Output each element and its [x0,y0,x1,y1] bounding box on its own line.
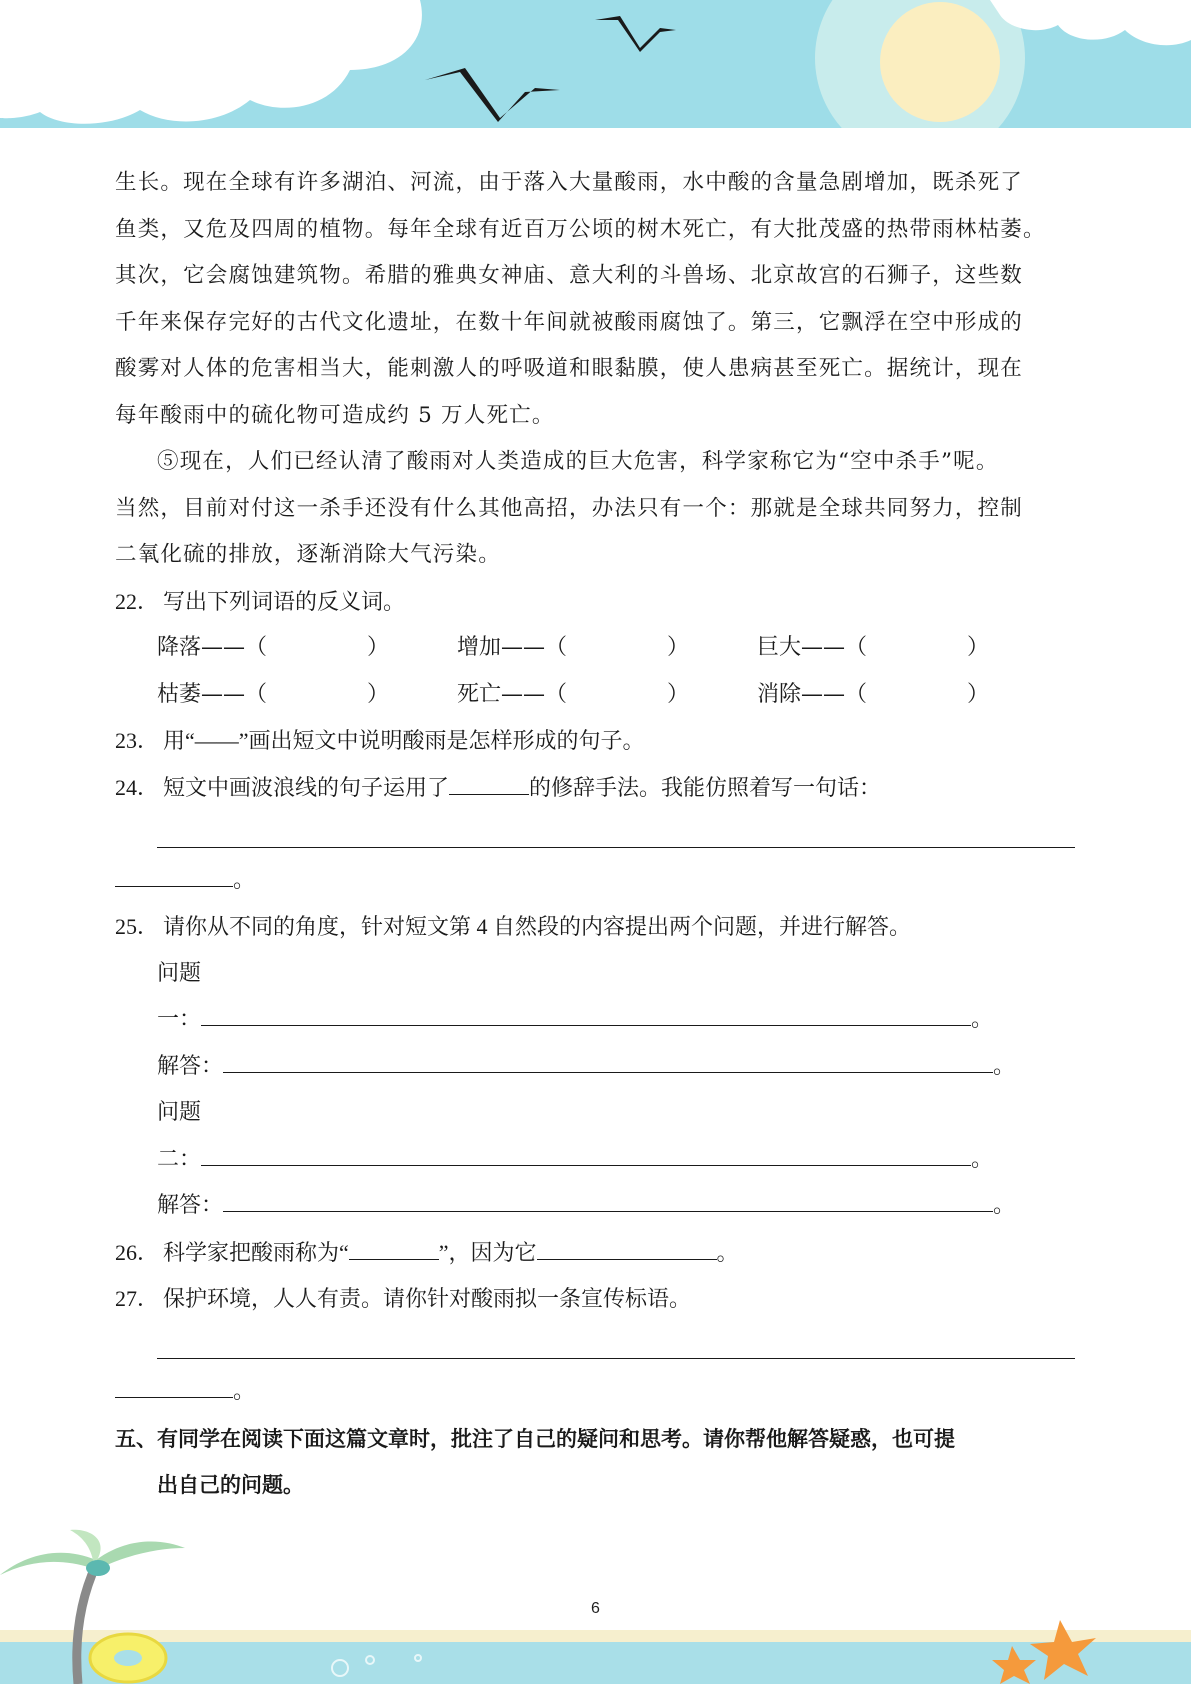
page-number: 6 [591,1600,600,1617]
answer-1-line: 解答： 。 [115,1044,1075,1091]
q24-answer-line-end[interactable]: 。 [115,858,1075,905]
antonym-answer-slot[interactable] [267,628,367,654]
reason-blank[interactable] [537,1233,717,1260]
question-22: 22． 写出下列词语的反义词。 [115,588,406,614]
section-5-heading: 五、有同学在阅读下面这篇文章时，批注了自己的疑问和思考。请你帮他解答疑惑，也可提 出自己的问题。 [115,1426,955,1497]
problem-label-1: 问题 [157,960,202,986]
answer-2-blank[interactable] [223,1185,993,1212]
slogan-answer-line[interactable] [115,1323,1075,1370]
antonym-row-2: 枯萎——（ ） 死亡——（ ） 消除——（ ） [115,672,1075,719]
nickname-blank[interactable] [349,1233,439,1260]
problem-1-blank[interactable] [201,999,971,1026]
answer-1-blank[interactable] [223,1046,993,1073]
question-23: 23． 用“——”画出短文中说明酸雨是怎样形成的句子。 [115,728,645,753]
problem-label-2: 问题 [157,1100,202,1125]
header-sky-decoration [0,0,1191,135]
antonym-answer-slot[interactable] [867,628,967,654]
question-26: 26． 科学家把酸雨称为“ ”，因为它 。 [115,1230,1075,1277]
answer-2-line: 解答： 。 [115,1183,1075,1230]
problem-2-blank[interactable] [201,1139,971,1166]
passage-paragraph-5: ⑤现在，人们已经认清了酸雨对人类造成的巨大危害，科学家称它为“空中杀手”呢。 当然，目前对付这一杀手还没有什么其他高招，办法只有一个：那就是全球共同努力，控制 二氧化硫的排放，逐渐消除大气污染。 [115,449,1024,567]
question-25: 25． 请你从不同的角度，针对短文第 4 自然段的内容提出两个问题，并进行解答。 [115,914,912,939]
page-content [115,160,1075,1509]
antonym-answer-slot[interactable] [867,675,967,701]
antonym-answer-slot[interactable] [567,628,667,654]
passage-paragraph-4: 生长。现在全球有许多湖泊、河流，由于落入大量酸雨，水中酸的含量急剧增加，既杀死了 鱼类，又危及四周的植物。每年全球有近百万公顷的树木死亡，有大批茂盛的热带雨林枯萎。 其次，它会腐蚀建筑物。希腊的雅典女神庙、意大利的斗兽场、北京故宫的石狮子，这些数 千年来保存完好的古代文化遗址，在数十年间就被酸雨腐蚀了。第三，它飘浮在空中形成的 酸雾对人体的危害相当大，能刺激人的呼吸道和眼黏膜，使人患病甚至死亡。据统计，现在 每年酸雨中的硫化物可造成约 5 万人死亡。 [115,170,1046,428]
slogan-answer-line-end[interactable]: 。 [115,1369,1075,1416]
problem-2-line: 二： 。 [115,1137,1075,1184]
footer-beach-decoration [0,1520,1191,1684]
antonym-answer-slot[interactable] [567,675,667,701]
q24-answer-line[interactable] [115,811,1075,858]
antonym-answer-slot[interactable] [267,675,367,701]
question-27: 27． 保护环境，人人有责。请你针对酸雨拟一条宣传标语。 [115,1286,692,1311]
question-24: 24． 短文中画波浪线的句子运用了 的修辞手法。我能仿照着写一句话： [115,765,1075,812]
rhetoric-answer-blank[interactable] [449,768,529,795]
problem-1-line: 一： 。 [115,997,1075,1044]
antonym-row-1: 降落——（ ） 增加——（ ） 巨大——（ ） [115,625,1075,672]
